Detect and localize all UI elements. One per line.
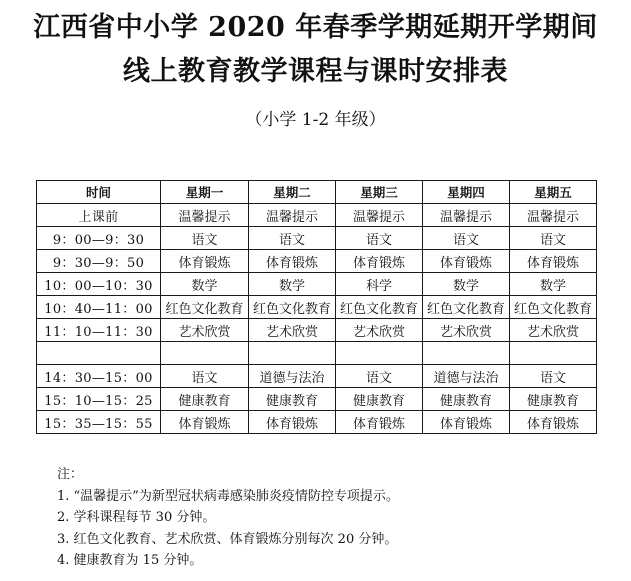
course-cell: 健康教育	[423, 388, 510, 411]
course-cell: 红色文化教育	[336, 296, 423, 319]
course-cell: 语文	[510, 227, 597, 250]
table-row	[37, 227, 597, 250]
time-cell: 10：40—11：00	[37, 296, 161, 319]
header-cell: 星期四	[423, 181, 510, 204]
course-cell: 红色文化教育	[161, 296, 249, 319]
title-line-2: 线上教育教学课程与课时安排表	[123, 56, 508, 87]
course-cell: 艺术欣赏	[249, 319, 336, 342]
course-cell: 艺术欣赏	[336, 319, 423, 342]
course-cell: 艺术欣赏	[161, 319, 249, 342]
table-row	[37, 250, 597, 273]
time-cell: 9：00—9：30	[37, 227, 161, 250]
course-cell: 艺术欣赏	[510, 319, 597, 342]
table-row	[37, 273, 597, 296]
course-cell: 道德与法治	[249, 365, 336, 388]
course-cell	[336, 342, 423, 365]
course-cell: 红色文化教育	[423, 296, 510, 319]
course-cell: 语文	[510, 365, 597, 388]
notes-heading: 注：	[57, 467, 84, 482]
table-row	[37, 204, 597, 227]
title-line-1: 江西省中小学 2020 年春季学期延期开学期间	[33, 12, 598, 43]
course-cell	[423, 342, 510, 365]
course-cell: 数学	[423, 273, 510, 296]
course-cell: 体育锻炼	[249, 411, 336, 434]
course-cell	[510, 342, 597, 365]
time-cell: 上课前	[37, 204, 161, 227]
course-cell	[161, 342, 249, 365]
course-cell: 温馨提示	[336, 204, 423, 227]
course-cell: 语文	[336, 227, 423, 250]
course-cell: 体育锻炼	[249, 250, 336, 273]
time-cell: 10：00—10：30	[37, 273, 161, 296]
time-cell	[37, 342, 161, 365]
header-cell: 星期一	[161, 181, 249, 204]
course-cell: 体育锻炼	[423, 411, 510, 434]
table-row	[37, 365, 597, 388]
time-cell: 15：35—15：55	[37, 411, 161, 434]
course-cell: 温馨提示	[423, 204, 510, 227]
course-cell: 温馨提示	[510, 204, 597, 227]
course-cell: 红色文化教育	[510, 296, 597, 319]
course-cell: 语文	[161, 365, 249, 388]
course-cell: 艺术欣赏	[423, 319, 510, 342]
table-row	[37, 296, 597, 319]
course-cell: 温馨提示	[161, 204, 249, 227]
course-cell: 体育锻炼	[423, 250, 510, 273]
course-cell: 体育锻炼	[161, 250, 249, 273]
course-cell: 健康教育	[336, 388, 423, 411]
time-cell: 15：10—15：25	[37, 388, 161, 411]
subtitle: （小学 1-2 年级）	[245, 110, 386, 130]
course-cell: 语文	[423, 227, 510, 250]
course-cell: 数学	[510, 273, 597, 296]
course-cell: 数学	[161, 273, 249, 296]
course-cell: 体育锻炼	[510, 411, 597, 434]
schedule-table	[36, 180, 597, 434]
course-cell: 健康教育	[510, 388, 597, 411]
note-item: 3. 红色文化教育、艺术欣赏、体育锻炼分别每次 20 分钟。	[57, 531, 398, 547]
schedule-header	[37, 181, 597, 204]
course-cell: 红色文化教育	[249, 296, 336, 319]
course-cell: 体育锻炼	[161, 411, 249, 434]
header-cell: 星期五	[510, 181, 597, 204]
header-cell: 星期二	[249, 181, 336, 204]
course-cell: 语文	[249, 227, 336, 250]
course-cell: 健康教育	[249, 388, 336, 411]
header-row	[37, 181, 597, 204]
course-cell: 体育锻炼	[510, 250, 597, 273]
course-cell: 体育锻炼	[336, 411, 423, 434]
course-cell	[249, 342, 336, 365]
course-cell: 科学	[336, 273, 423, 296]
header-cell: 星期三	[336, 181, 423, 204]
course-cell: 语文	[336, 365, 423, 388]
note-item: 4. 健康教育为 15 分钟。	[57, 553, 203, 568]
table-row	[37, 411, 597, 434]
course-cell: 道德与法治	[423, 365, 510, 388]
notes-section	[57, 464, 399, 572]
time-cell: 11：10—11：30	[37, 319, 161, 342]
note-item: 1. “温馨提示”为新型冠状病毒感染肺炎疫情防控专项提示。	[57, 488, 399, 504]
note-item: 2. 学科课程每节 30 分钟。	[57, 510, 216, 525]
course-cell: 体育锻炼	[336, 250, 423, 273]
schedule-body	[37, 204, 597, 434]
table-row	[37, 342, 597, 365]
course-cell: 数学	[249, 273, 336, 296]
course-cell: 语文	[161, 227, 249, 250]
course-cell: 健康教育	[161, 388, 249, 411]
table-row	[37, 388, 597, 411]
course-cell: 温馨提示	[249, 204, 336, 227]
table-row	[37, 319, 597, 342]
time-cell: 9：30—9：50	[37, 250, 161, 273]
header-cell: 时间	[37, 181, 161, 204]
time-cell: 14：30—15：00	[37, 365, 161, 388]
